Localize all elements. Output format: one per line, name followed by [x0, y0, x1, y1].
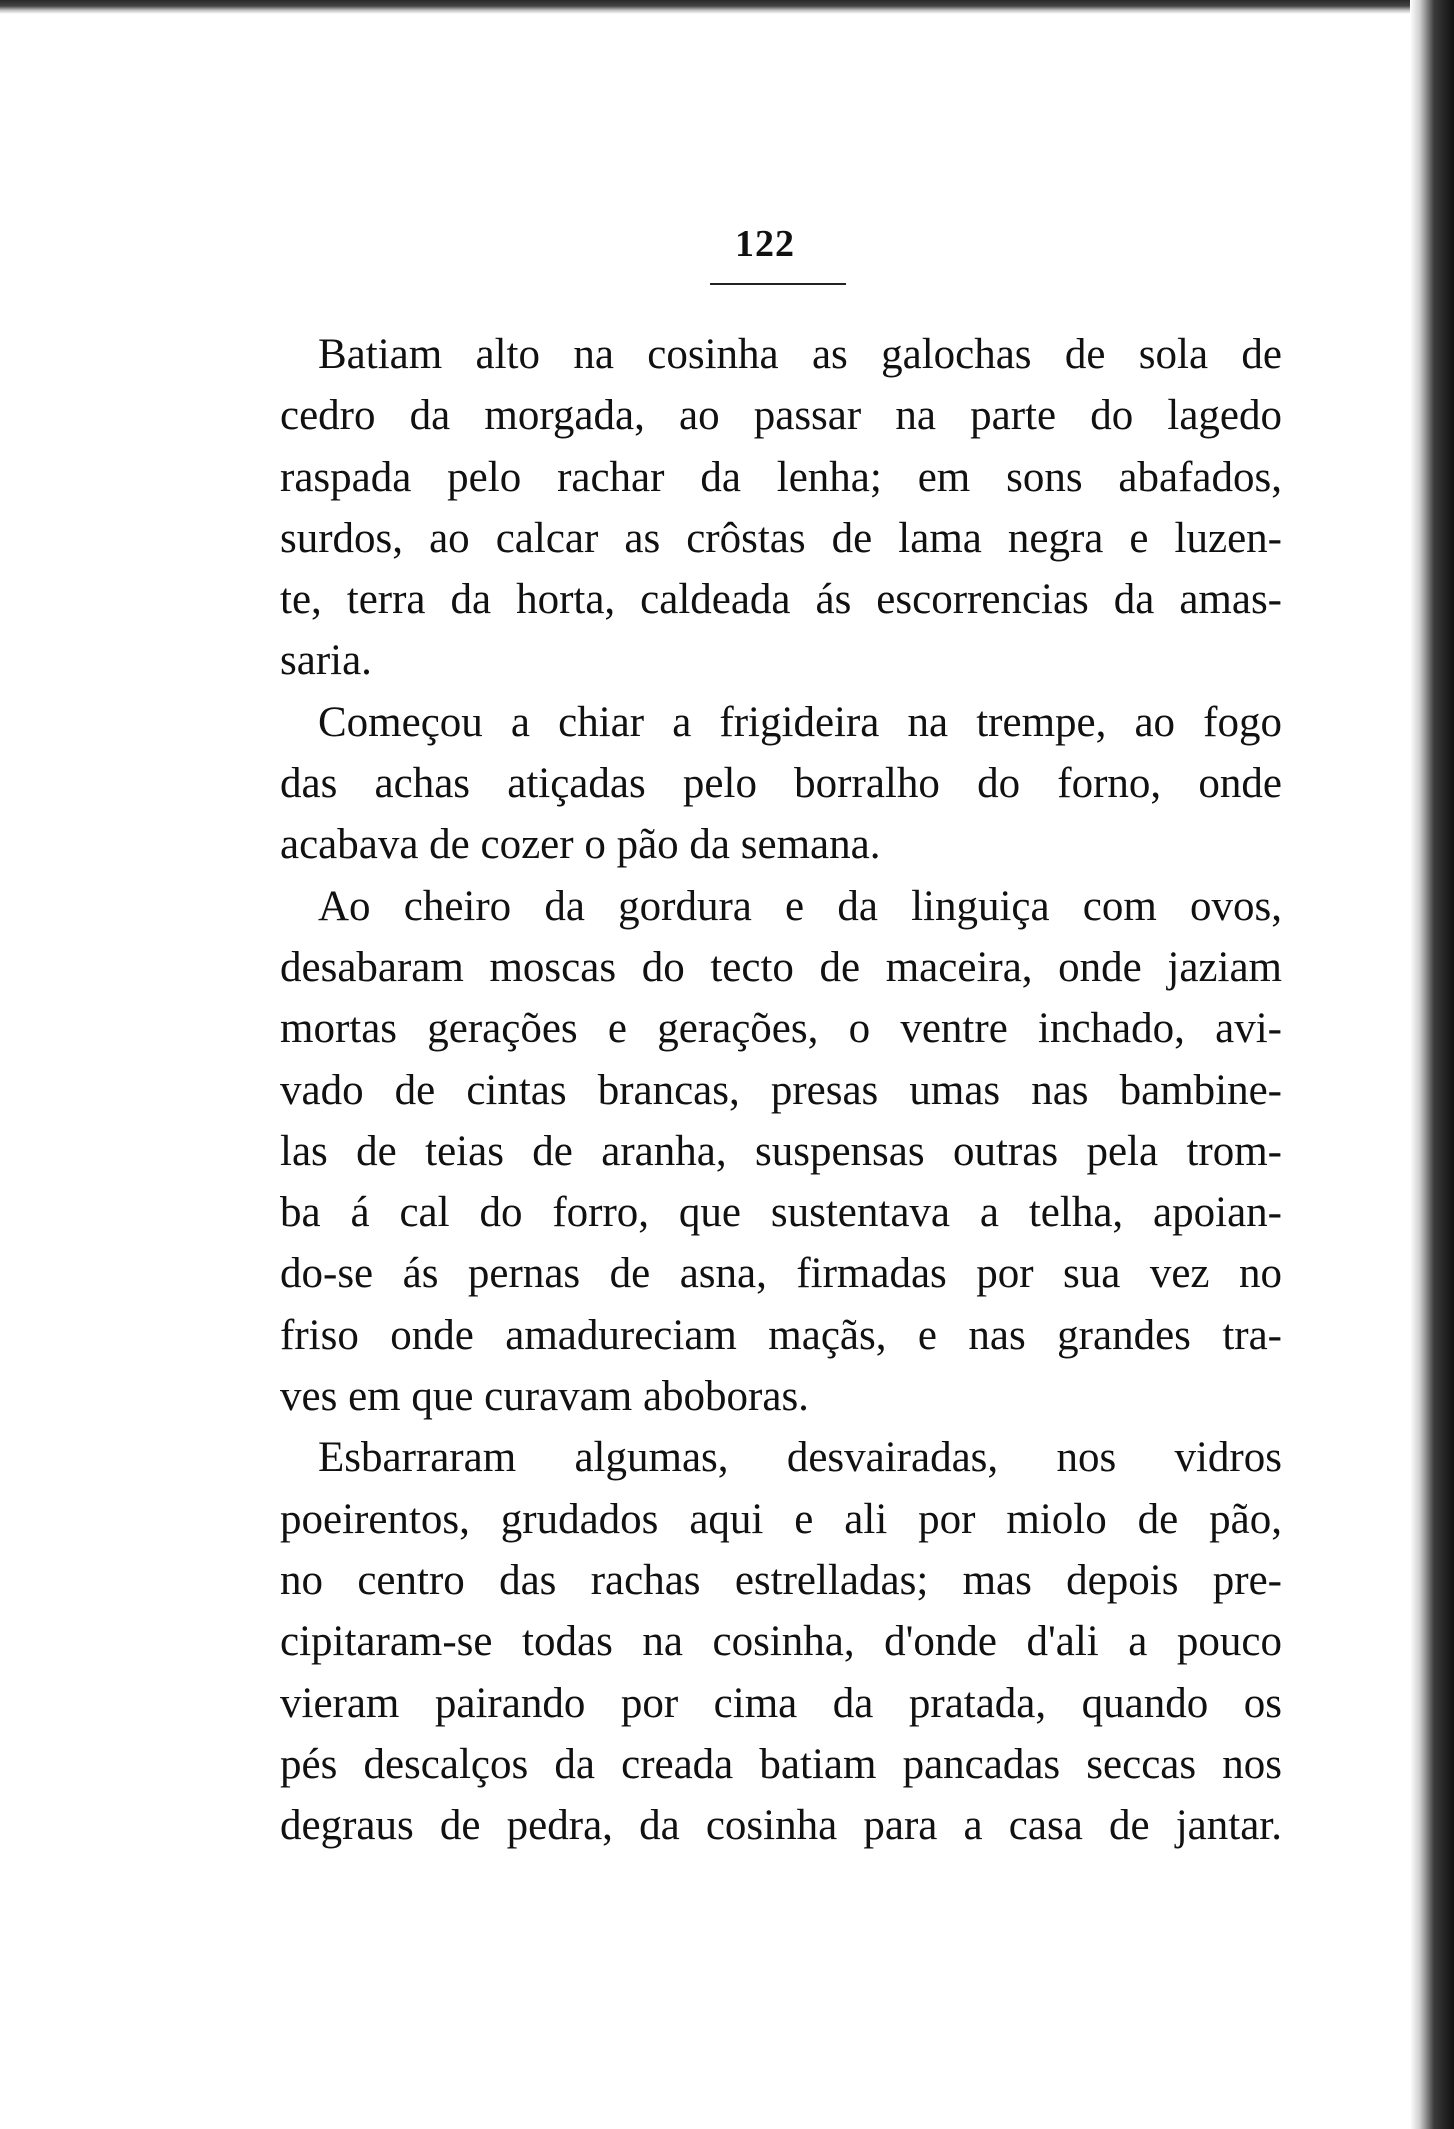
scan-top-edge	[0, 0, 1454, 14]
text-line: ba á cal do forro, que sustentava a telha, apoian-	[280, 1189, 1282, 1237]
text-line: cipitaram-se todas na cosinha, d'onde d'ali a pouco	[280, 1618, 1282, 1666]
text-line: Começou a chiar a frigideira na trempe, ao fogo	[318, 698, 1282, 746]
text-line: mortas gerações e gerações, o ventre inchado, avi-	[280, 1005, 1282, 1053]
text-line: no centro das rachas estrelladas; mas depois pre-	[280, 1556, 1282, 1604]
text-line: Batiam alto na cosinha as galochas de sola de	[318, 331, 1282, 378]
text-line: Ao cheiro da gordura e da linguiça com ovos,	[318, 882, 1282, 930]
book-spine-shadow	[1410, 0, 1454, 2129]
text-line: surdos, ao calcar as crôstas de lama negra e luzen-	[280, 514, 1282, 562]
text-line: ves em que curavam aboboras.	[280, 1373, 809, 1421]
header-rule	[710, 283, 846, 285]
page-number: 122	[735, 223, 795, 265]
text-line: saria.	[280, 637, 372, 685]
text-line: pés descalços da creada batiam pancadas seccas nos	[280, 1740, 1282, 1788]
text-line: friso onde amadureciam maçãs, e nas grandes tra-	[280, 1311, 1282, 1359]
text-line: cedro da morgada, ao passar na parte do lagedo	[280, 392, 1282, 440]
text-line: do-se ás pernas de asna, firmadas por sua vez no	[280, 1250, 1282, 1298]
text-line: raspada pelo rachar da lenha; em sons abafados,	[280, 453, 1282, 501]
text-line: das achas atiçadas pelo borralho do forno, onde	[280, 760, 1282, 808]
text-line: las de teias de aranha, suspensas outras pela trom-	[280, 1127, 1282, 1175]
text-line: poeirentos, grudados aqui e ali por miolo de pão,	[280, 1495, 1282, 1543]
text-line: desabaram moscas do tecto de maceira, onde jaziam	[280, 943, 1282, 991]
text-line: acabava de cozer o pão da semana.	[280, 821, 881, 869]
body-text	[280, 324, 1282, 1856]
text-line: degraus de pedra, da cosinha para a casa de jantar.	[280, 1802, 1282, 1850]
text-line: vieram pairando por cima da pratada, quando os	[280, 1679, 1282, 1727]
text-line: te, terra da horta, caldeada ás escorrencias da amas-	[280, 576, 1282, 624]
text-line: vado de cintas brancas, presas umas nas bambine-	[280, 1066, 1282, 1114]
text-line: Esbarraram algumas, desvairadas, nos vidros	[318, 1434, 1282, 1482]
